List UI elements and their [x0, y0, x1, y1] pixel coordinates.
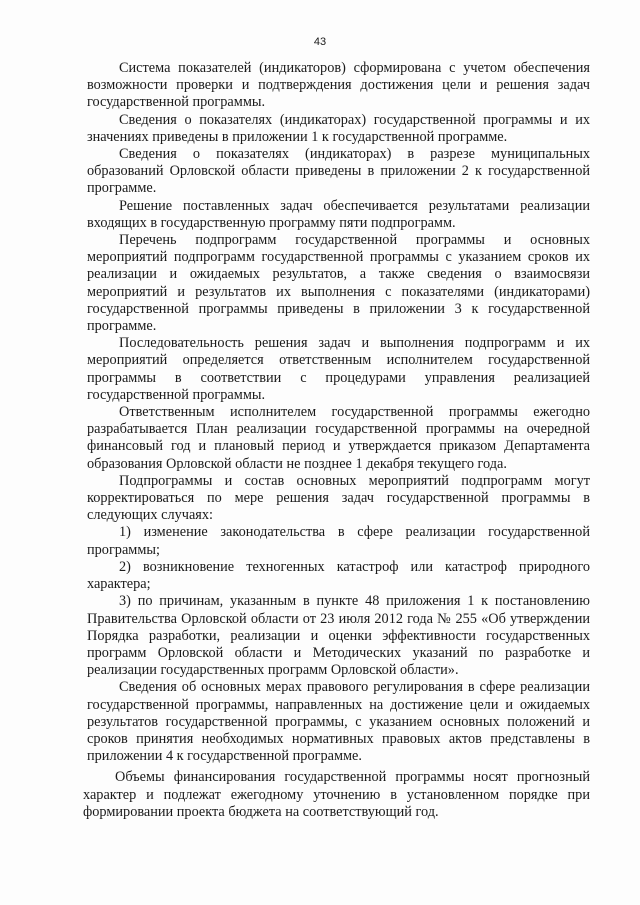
- paragraph-indicators-system: Система показателей (индикаторов) сформирована с учетом обеспечения возможности проверки и подтверждения достижения цели и решения задач государственной программы.: [87, 60, 590, 111]
- paragraph-implementation-plan: Ответственным исполнителем государственной программы ежегодно разрабатывается План реализации государственной программы на очередной финансовый год и плановый период и утверждается приказом Департамента образования Орловской области не позднее 1 декабря текущего года.: [87, 404, 590, 472]
- paragraph-sequence: Последовательность решения задач и выполнения подпрограмм и их мероприятий определяется ответственным исполнителем государственной программы в соответствии с процедурами управления реализацией государственной программы.: [87, 335, 590, 403]
- document-body: [83, 60, 590, 821]
- paragraph-financing: Объемы финансирования государственной программы носят прогнозный характер и подлежат ежегодному уточнению в установленном порядке при формировании проекта бюджета на соответствующий год.: [83, 769, 590, 820]
- paragraph-indicators-appendix-2: Сведения о показателях (индикаторах) в разрезе муниципальных образований Орловской области приведены в приложении 2 к государственной программе.: [87, 146, 590, 197]
- paragraph-subprograms-list: Перечень подпрограмм государственной программы и основных мероприятий подпрограмм государственной программы с указанием сроков их реализации и ожидаемых результатов, а также сведения о взаимосвязи мероприятий и результатов их выполнения с показателями (индикаторами) государственной программы приведены в приложении 3 к государственной программе.: [87, 232, 590, 335]
- page-number: 43: [313, 36, 327, 48]
- list-item-3: 3) по причинам, указанным в пункте 48 приложения 1 к постановлению Правительства Орловской области от 23 июля 2012 года № 255 «Об утверждении Порядка разработки, реализации и оценки эффективности государственных программ Орловской области и Методических указаний по разработке и реализации государственных программ Орловской области».: [87, 593, 590, 679]
- list-item-2: 2) возникновение техногенных катастроф или катастроф природного характера;: [87, 558, 590, 593]
- paragraph-subprograms-results: Решение поставленных задач обеспечивается результатами реализации входящих в государственную программу пяти подпрограмм.: [87, 197, 590, 231]
- list-item-1: 1) изменение законодательства в сфере реализации государственной программы;: [87, 524, 590, 558]
- paragraph-adjustment-cases: Подпрограммы и состав основных мероприятий подпрограмм могут корректироваться по мере решения задач государственной программы в следующих случаях:: [87, 472, 590, 524]
- paragraph-legal-regulation: Сведения об основных мерах правового регулирования в сфере реализации государственной программы, направленных на достижение цели и ожидаемых результатов государственной программы, с указанием основных положений и сроков принятия необходимых нормативных правовых актов представлены в приложении 4 к государственной программе.: [87, 679, 590, 765]
- paragraph-indicators-appendix-1: Сведения о показателях (индикаторах) государственной программы и их значениях приведены в приложении 1 к государственной программе.: [87, 111, 590, 145]
